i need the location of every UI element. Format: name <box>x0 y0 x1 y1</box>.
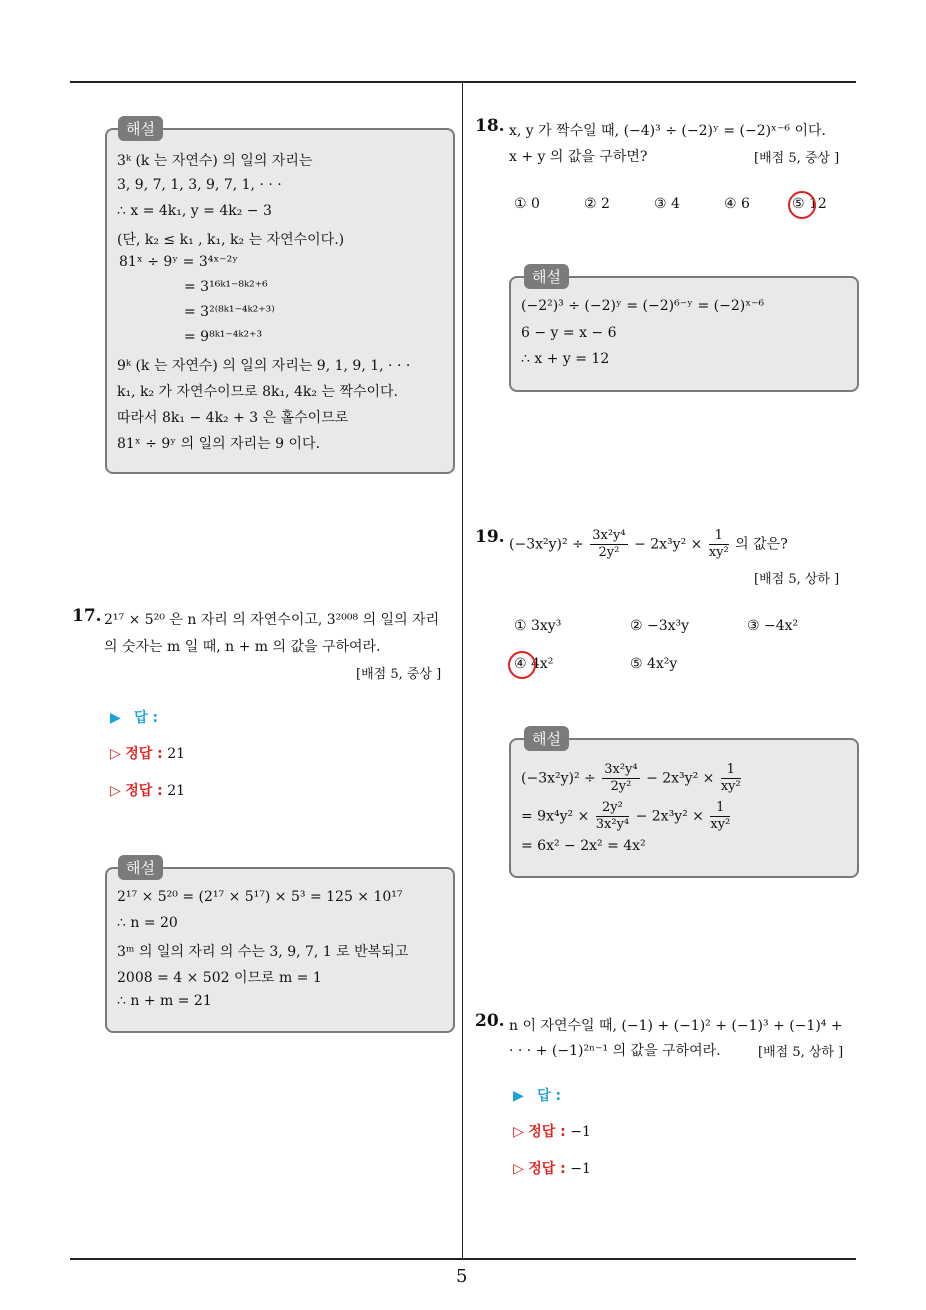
q17-solution-line: ∴ n + m = 21 <box>117 993 212 1009</box>
sol16-line: (단, k₂ ≤ k₁ , k₁, k₂ 는 자연수이다.) <box>117 232 345 248</box>
sol16-line: ∴ x = 4k₁, y = 4k₂ − 3 <box>117 203 272 219</box>
q19-option-4[interactable]: ④ 4x² <box>514 656 554 672</box>
sol16-line: 81ˣ ÷ 9ʸ = 3⁴ˣ⁻²ʸ <box>119 254 239 270</box>
sol16-line: 9ᵏ (k 는 자연수) 의 일의 자리는 9, 1, 9, 1, · · · <box>117 358 411 374</box>
q19-solution-line1: (−3x²y)² ÷ $\frac{\text{3x²y⁴}}{\text{2y²}}$ − 2x³y² × $\frac{1}{\text{xy²}}$ <box>521 762 741 794</box>
q19-option-5[interactable]: ⑤ 4x²y <box>630 656 678 672</box>
q17-solution-line: ∴ n = 20 <box>117 915 178 931</box>
sol16-line: = 3¹⁶ᵏ¹⁻⁸ᵏ²⁺⁶ <box>184 279 268 295</box>
triangle-outline-icon: ▷ <box>110 783 121 799</box>
sol16-line: 81ˣ ÷ 9ʸ 의 일의 자리는 9 이다. <box>117 436 321 452</box>
triangle-outline-icon: ▷ <box>513 1161 524 1177</box>
q20-correct-row <box>513 1158 591 1178</box>
sol16-line: k₁, k₂ 가 자연수이므로 8k₁, 4k₂ 는 짝수이다. <box>117 384 398 400</box>
question-number-19: 19. <box>475 527 505 547</box>
answer-label: 답 : <box>537 1088 562 1104</box>
q19-meta: [배점 5, 상하 ] <box>754 572 840 587</box>
q19-sol-fraction-3: $\frac{\text{2y²}}{\text{3x²y⁴}}$ <box>595 800 630 832</box>
q19-option-2[interactable]: ② −3x³y <box>630 618 690 634</box>
q17-solution-line: 2¹⁷ × 5²⁰ = (2¹⁷ × 5¹⁷) × 5³ = 125 × 10¹⁷ <box>117 889 403 905</box>
q19-expr-a: (−3x²y)² ÷ <box>509 536 584 553</box>
q18-option-4[interactable]: ④ 6 <box>724 196 750 212</box>
sol16-line: 따라서 8k₁ − 4k₂ + 3 은 홀수이므로 <box>117 410 349 426</box>
selected-answer-mark <box>788 191 816 219</box>
q17-correct-row <box>110 780 185 800</box>
top-rule <box>70 81 856 83</box>
q18-option-5[interactable]: ⑤ 12 <box>792 196 827 212</box>
play-icon: ▶ <box>110 710 121 726</box>
q19-fraction-1: $\frac{\text{3x²y⁴}}{\text{2y²}}$ <box>592 528 626 560</box>
sol16-line: 3ᵏ (k 는 자연수) 의 일의 자리는 <box>117 153 313 169</box>
q18-solution-line: 6 − y = x − 6 <box>521 325 617 341</box>
q17-solution-line: 2008 = 4 × 502 이므로 m = 1 <box>117 970 322 986</box>
q18-solution-line: ∴ x + y = 12 <box>521 351 610 367</box>
q17-text-line1: 2¹⁷ × 5²⁰ 은 n 자리 의 자연수이고, 3²⁰⁰⁸ 의 일의 자리 <box>104 612 440 628</box>
correct-value: −1 <box>570 1161 591 1177</box>
selected-answer-mark <box>508 651 536 679</box>
correct-label: 정답 : <box>125 783 163 799</box>
sol16-line: = 9⁸ᵏ¹⁻⁴ᵏ²⁺³ <box>184 329 263 345</box>
q17-meta: [배점 5, 중상 ] <box>356 667 442 682</box>
question-number-18: 18. <box>475 116 505 136</box>
triangle-outline-icon: ▷ <box>513 1124 524 1140</box>
correct-value: 21 <box>167 746 186 762</box>
sol16-line: = 3²⁽⁸ᵏ¹⁻⁴ᵏ²⁺³⁾ <box>184 304 275 320</box>
page-number: 5 <box>456 1266 468 1287</box>
correct-label: 정답 : <box>528 1161 566 1177</box>
question-number-17: 17. <box>72 606 102 626</box>
sol16-line: 3, 9, 7, 1, 3, 9, 7, 1, · · · <box>117 177 282 193</box>
q18-option-3[interactable]: ③ 4 <box>654 196 680 212</box>
q17-solution-line: 3ᵐ 의 일의 자리 의 수는 3, 9, 7, 1 로 반복되고 <box>117 944 409 960</box>
q17-answer-row <box>110 707 158 727</box>
q19-sol-fraction-4: $\frac{1}{\text{xy²}}$ <box>710 800 731 832</box>
bottom-rule <box>70 1258 856 1260</box>
q18-text-line2: x + y 의 값을 구하면? <box>509 149 648 165</box>
q19-option-1[interactable]: ① 3xy³ <box>514 618 562 634</box>
question-number-20: 20. <box>475 1011 505 1031</box>
q20-text-line1: n 이 자연수일 때, (−1) + (−1)² + (−1)³ + (−1)⁴ + <box>509 1018 843 1034</box>
q19-text <box>509 528 788 561</box>
q19-fraction-2: $\frac{1}{\text{xy²}}$ <box>708 528 729 560</box>
correct-value: 21 <box>167 783 186 799</box>
q19-option-3[interactable]: ③ −4x² <box>747 618 799 634</box>
solution-tag: 해설 <box>118 855 163 880</box>
play-icon: ▶ <box>513 1088 524 1104</box>
answer-label: 답 : <box>134 710 159 726</box>
correct-label: 정답 : <box>528 1124 566 1140</box>
q20-text-line2: · · · + (−1)²ⁿ⁻¹ 의 값을 구하여라. <box>509 1043 721 1059</box>
q19-sol-fraction-1: $\frac{\text{3x²y⁴}}{\text{2y²}}$ <box>604 762 638 794</box>
q19-sol-fraction-2: $\frac{1}{\text{xy²}}$ <box>720 762 741 794</box>
column-divider <box>462 81 463 1259</box>
q19-solution-line3: = 6x² − 2x² = 4x² <box>521 838 646 854</box>
q19-expr-b: − 2x³y² × <box>634 536 703 553</box>
q18-solution-line: (−2²)³ ÷ (−2)ʸ = (−2)⁶⁻ʸ = (−2)ˣ⁻⁶ <box>521 298 765 314</box>
solution-tag: 해설 <box>118 116 163 141</box>
solution-tag: 해설 <box>524 726 569 751</box>
q19-expr-c: 의 값은? <box>735 536 788 553</box>
q20-correct-row <box>513 1121 591 1141</box>
q18-option-2[interactable]: ② 2 <box>584 196 610 212</box>
correct-label: 정답 : <box>125 746 163 762</box>
correct-value: −1 <box>570 1124 591 1140</box>
solution-tag: 해설 <box>524 264 569 289</box>
triangle-outline-icon: ▷ <box>110 746 121 762</box>
q18-text-line1: x, y 가 짝수일 때, (−4)³ ÷ (−2)ʸ = (−2)ˣ⁻⁶ 이다. <box>509 123 826 139</box>
q18-option-1[interactable]: ① 0 <box>514 196 540 212</box>
q17-correct-row <box>110 743 185 763</box>
q20-answer-row <box>513 1085 561 1105</box>
q17-text-line2: 의 숫자는 m 일 때, n + m 의 값을 구하여라. <box>104 639 381 655</box>
q19-solution-line2: = 9x⁴y² × $\frac{\text{2y²}}{\text{3x²y⁴}}$ − 2x³y² × $\frac{1}{\text{xy²}}$ <box>521 800 731 832</box>
q20-meta: [배점 5, 상하 ] <box>758 1045 844 1060</box>
q18-meta: [배점 5, 중상 ] <box>754 151 840 166</box>
